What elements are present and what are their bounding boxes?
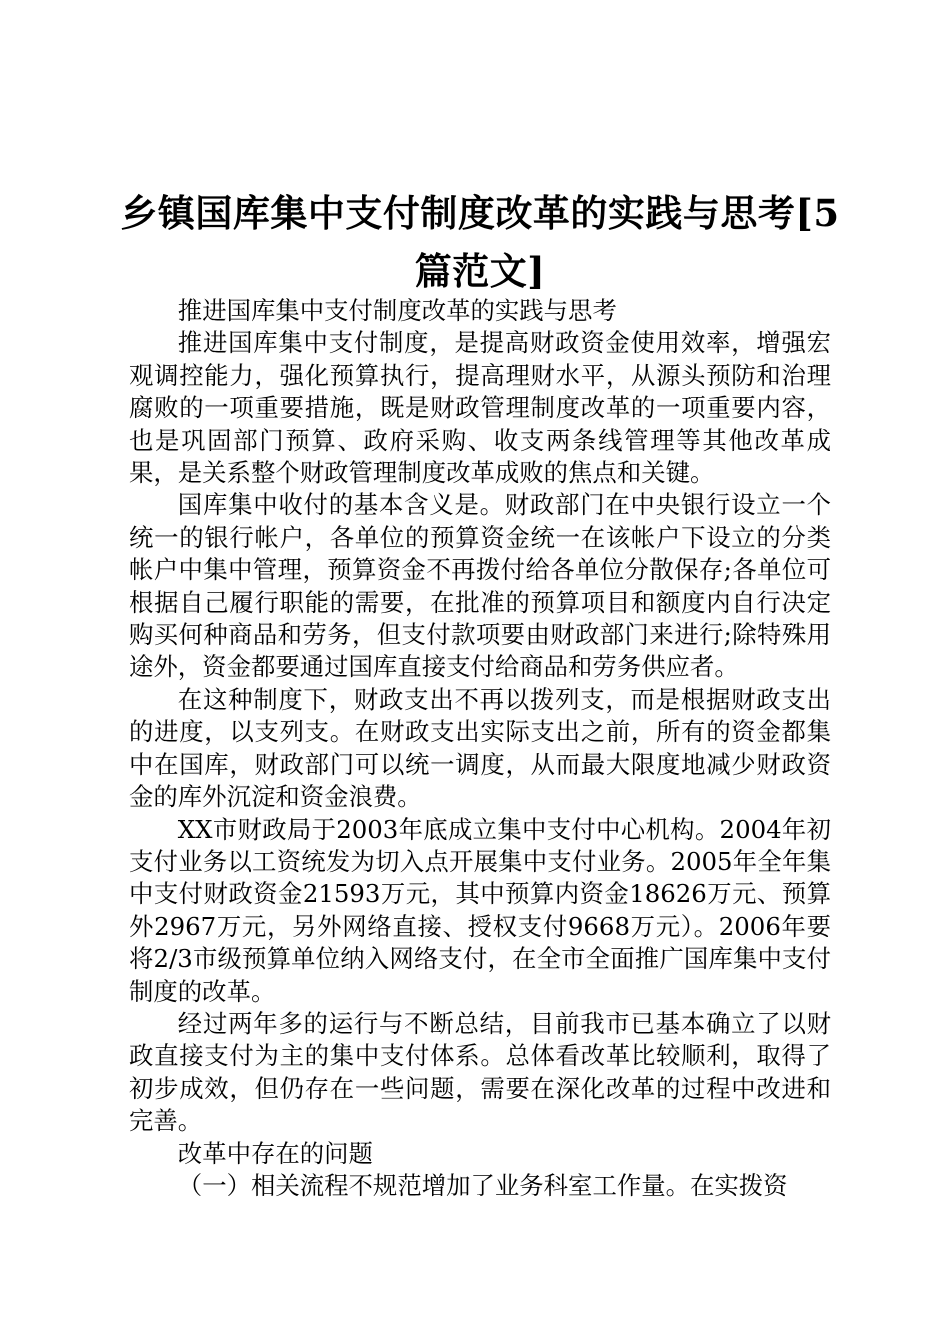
document-title: 乡镇国库集中支付制度改革的实践与思考[5篇范文] <box>120 191 840 293</box>
paragraph: 在这种制度下，财政支出不再以拨列支，而是根据财政支出的进度，以支列支。在财政支出实际支出之前，所有的资金都集中在国库，财政部门可以统一调度，从而最大限度地减少财政资金的库外沉淀和资金浪费。 <box>129 684 831 812</box>
paragraph: 国库集中收付的基本含义是。财政部门在中央银行设立一个统一的银行帐户，各单位的预算资金统一在该帐户下设立的分类帐户中集中管理，预算资金不再拨付给各单位分散保存;各单位可根据自己履行职能的需要，在批准的预算项目和额度内自行决定购买何种商品和劳务，但支付款项要由财政部门来进行;除特殊用途外，资金都要通过国库直接支付给商品和劳务供应者。 <box>129 490 831 682</box>
paragraph: 经过两年多的运行与不断总结，目前我市已基本确立了以财政直接支付为主的集中支付体系。总体看改革比较顺利，取得了初步成效，但仍存在一些问题，需要在深化改革的过程中改进和完善。 <box>129 1008 831 1136</box>
paragraph: （一）相关流程不规范增加了业务科室工作量。在实拨资 <box>177 1170 788 1200</box>
section-heading: 改革中存在的问题 <box>177 1138 373 1168</box>
paragraph: XX市财政局于2003年底成立集中支付中心机构。2004年初支付业务以工资统发为切入点开展集中支付业务。2005年全年集中支付财政资金21593万元，其中预算内资金18626万元、预算外2967万元，另外网络直接、授权支付9668万元）。2006年要将2/3市级预算单位纳入网络支付，在全市全面推广国库集中支付制度的改革。 <box>129 814 831 1006</box>
document-body <box>129 295 831 1202</box>
paragraph: 推进国库集中支付制度，是提高财政资金使用效率，增强宏观调控能力，强化预算执行，提高理财水平，从源头预防和治理腐败的一项重要措施，既是财政管理制度改革的一项重要内容，也是巩固部门预算、政府采购、收支两条线管理等其他改革成果，是关系整个财政管理制度改革成败的焦点和关键。 <box>129 328 831 488</box>
section-heading: 推进国库集中支付制度改革的实践与思考 <box>177 296 617 325</box>
